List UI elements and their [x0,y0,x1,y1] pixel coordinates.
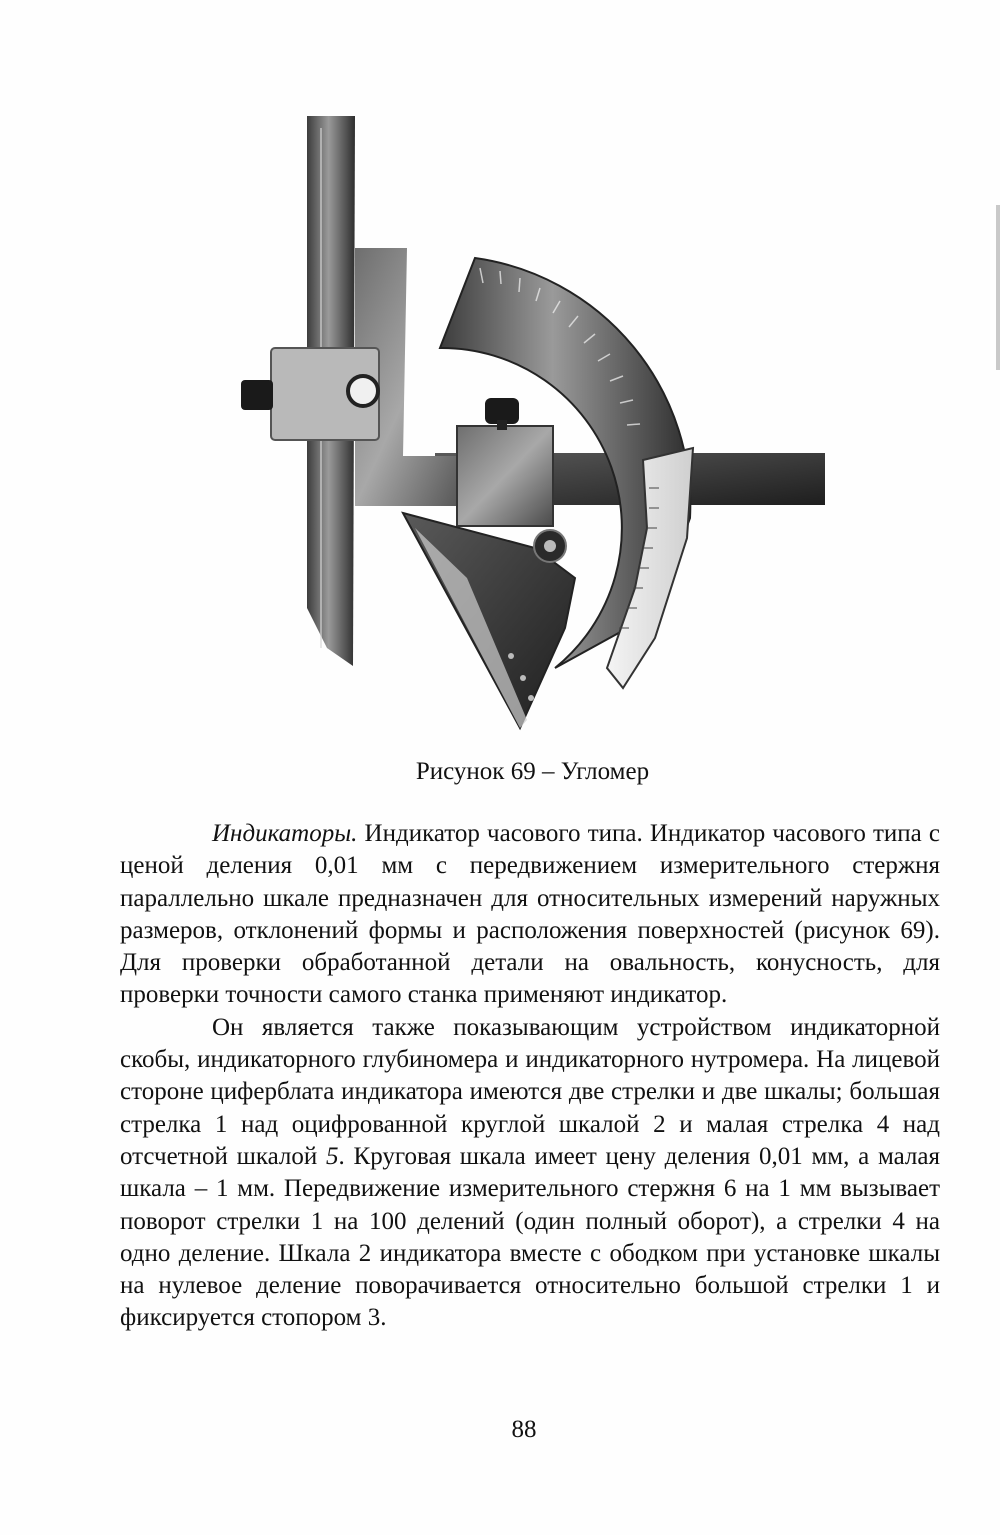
clamp-screw [241,380,273,410]
central-block [457,426,553,526]
scan-edge-mark [996,205,1000,370]
paragraph-indicators [120,818,940,1012]
paragraph-text-after: . Круговая шкала имеет цену деления 0,01 мм, а малая шкала – 1 мм. Передвижение измерительного стержня 6 на 1 мм вызывает поворот стрелки 1 на 100 делений (один полный оборот), а стрелки 4 на одно деление. Шкала 2 индикатора вместе с ободком при установке шкалы на нулевое деление поворачивается относительно большой стрелки 1 и фиксируется стопором 3. [120,1142,940,1332]
clamp-pin [348,376,378,406]
figure-caption: Рисунок 69 – Угломер [415,758,650,785]
body-text [120,818,940,1335]
page-number: 88 [511,1416,537,1443]
scale-reference: 5 [326,1142,339,1170]
paragraph-text-before: Он является также показывающим устройством индикаторной скобы, индикаторного глубиномера и индикаторного нутромера. На лицевой стороне циферблата индикатора имеются две стрелки и две шкалы; большая стрелка 1 над оцифрованной круглой шкалой 2 и малая стрелка 4 над отсчетной шкалой [120,1013,940,1170]
paragraph-text: Индикатор часового типа. Индикатор часового типа с ценой деления 0,01 мм с передвижением измерительного стержня параллельно шкале предназначен для относительных измерений наружных размеров, отклонений формы и расположения поверхностей (рисунок 69). Для проверки обработанной детали на овальность, конусность, для проверки точности самого станка применяют индикатор. [120,820,940,1009]
paragraph-lead: Индикаторы. [212,820,358,847]
paragraph-indicator-description [120,1012,940,1335]
protractor-figure [235,108,835,738]
protractor-photo [235,108,835,738]
